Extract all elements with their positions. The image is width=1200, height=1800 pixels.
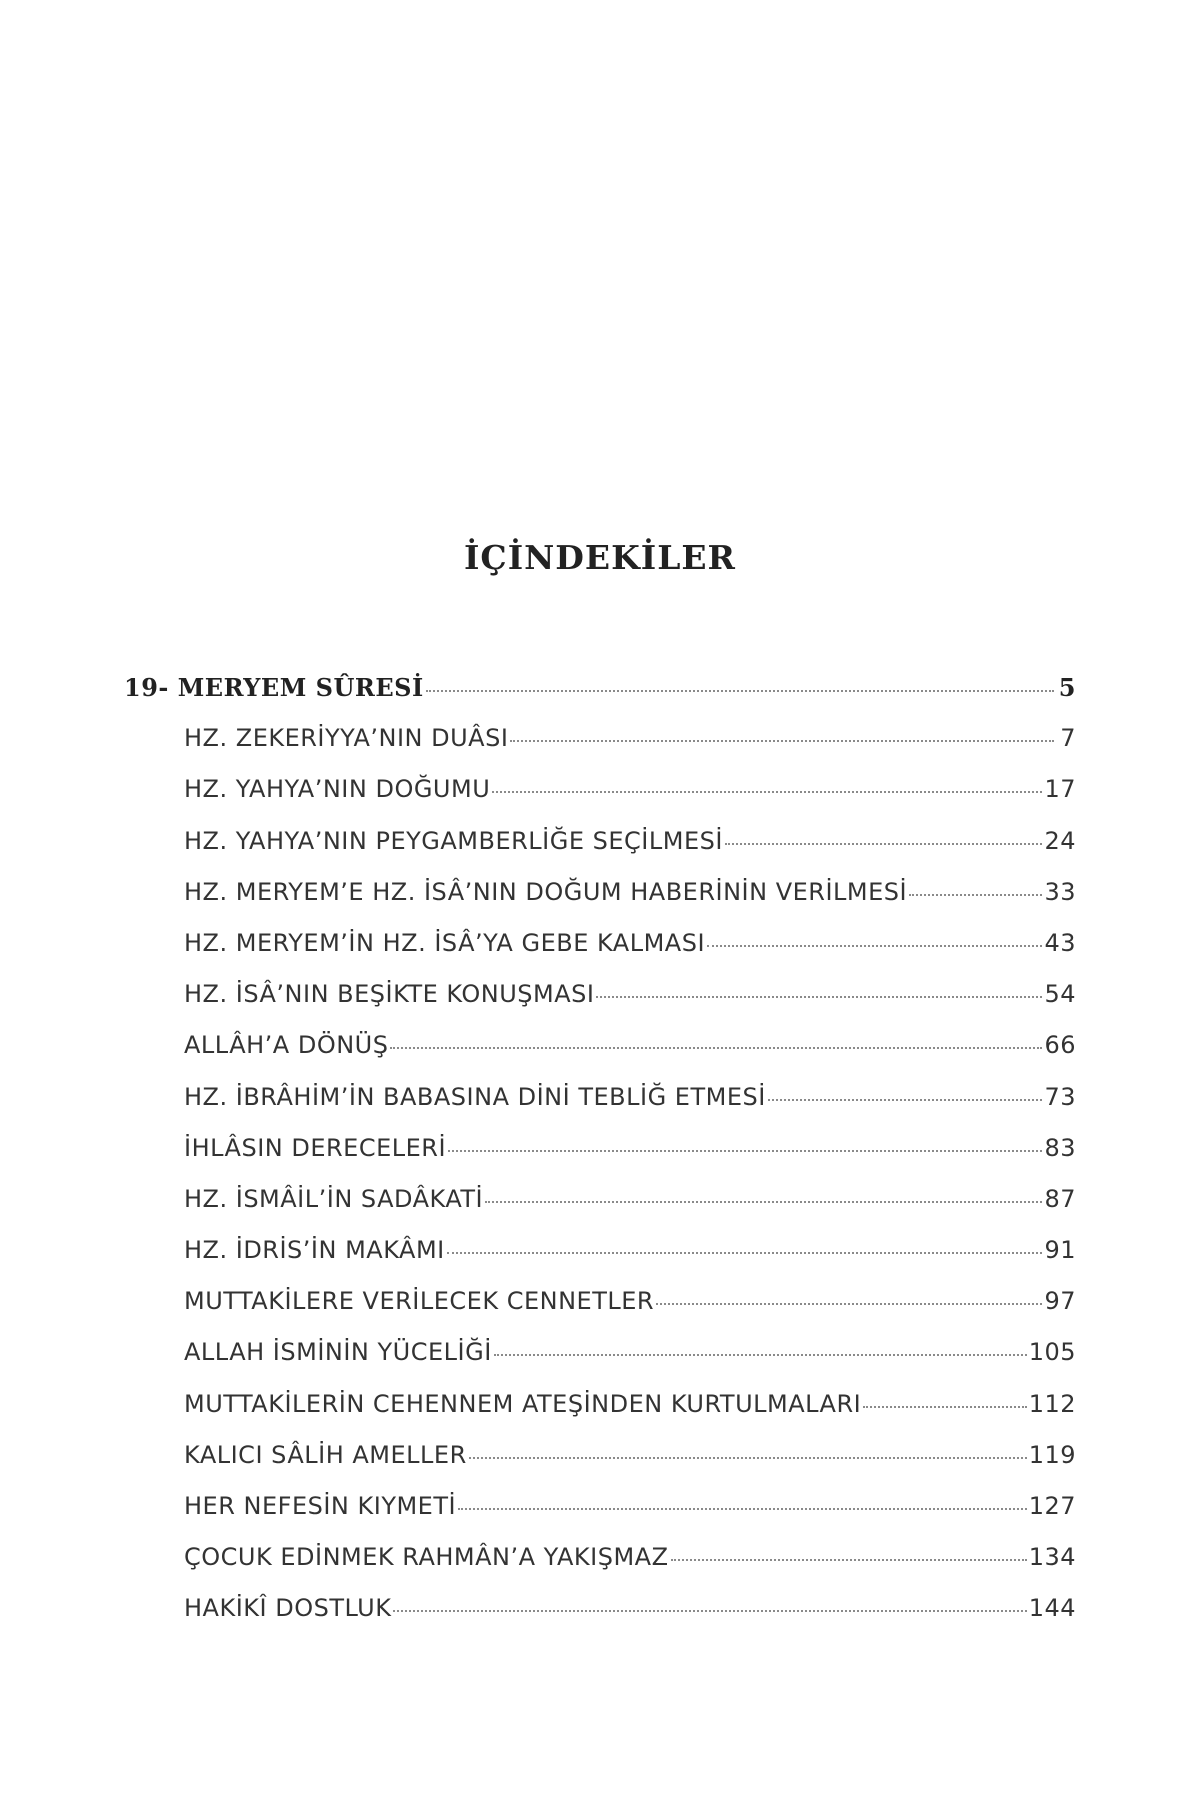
table-of-contents	[124, 673, 1076, 1646]
toc-entry-page: 43	[1044, 928, 1076, 957]
toc-entry-page: 54	[1044, 980, 1076, 1009]
dot-leader	[671, 1559, 1027, 1561]
toc-entry	[124, 1390, 1076, 1441]
toc-entry-title: 19- MERYEM SÛRESİ	[124, 673, 424, 702]
toc-entry-title: HZ. İSMÂİL’İN SADÂKATİ	[184, 1184, 484, 1213]
toc-entry	[124, 1083, 1076, 1134]
dot-leader	[909, 894, 1042, 896]
toc-entry-page: 91	[1044, 1236, 1076, 1265]
toc-entry-page: 5	[1058, 673, 1076, 702]
dot-leader	[458, 1508, 1027, 1510]
toc-entry	[124, 1543, 1076, 1594]
toc-entry-title: HZ. YAHYA’NIN DOĞUMU	[184, 775, 491, 804]
toc-entry-title: HZ. İSÂ’NIN BEŞİKTE KONUŞMASI	[184, 980, 595, 1009]
toc-entry	[124, 1441, 1076, 1492]
dot-leader	[469, 1457, 1027, 1459]
dot-leader	[492, 791, 1042, 793]
toc-entry	[124, 1185, 1076, 1236]
toc-entry	[124, 1287, 1076, 1338]
page-title: İÇİNDEKİLER	[464, 538, 736, 577]
toc-entry	[124, 878, 1076, 929]
toc-entry-title: HZ. İDRİS’İN MAKÂMI	[184, 1236, 445, 1265]
toc-entry-title: HZ. MERYEM’E HZ. İSÂ’NIN DOĞUM HABERİNİN VERİLMESİ	[184, 877, 908, 906]
toc-entry-page: 144	[1028, 1594, 1076, 1623]
toc-entry-title: HZ. İBRÂHİM’İN BABASINA DİNİ TEBLİĞ ETMESİ	[184, 1082, 766, 1111]
toc-entry	[124, 1594, 1076, 1645]
toc-entry-page: 24	[1044, 826, 1076, 855]
toc-entry-title: KALICI SÂLİH AMELLER	[184, 1440, 467, 1469]
dot-leader	[393, 1610, 1026, 1612]
toc-entry	[124, 1492, 1076, 1543]
toc-entry-title: HAKİKÎ DOSTLUK	[184, 1594, 392, 1623]
toc-entry-title: ÇOCUK EDİNMEK RAHMÂN’A YAKIŞMAZ	[184, 1543, 669, 1572]
dot-leader	[510, 740, 1054, 742]
toc-entry-page: 17	[1044, 775, 1076, 804]
toc-entry-title: ALLÂH’A DÖNÜŞ	[184, 1031, 389, 1060]
toc-entry	[124, 1236, 1076, 1287]
toc-entry-page: 112	[1028, 1389, 1076, 1418]
toc-entry	[124, 724, 1076, 775]
dot-leader	[447, 1252, 1043, 1254]
toc-entry-page: 73	[1044, 1082, 1076, 1111]
toc-entry	[124, 980, 1076, 1031]
toc-entry-page: 33	[1044, 877, 1076, 906]
dot-leader	[494, 1354, 1027, 1356]
toc-entry	[124, 929, 1076, 980]
dot-leader	[725, 843, 1043, 845]
dot-leader	[426, 690, 1054, 692]
toc-entry-page: 83	[1044, 1133, 1076, 1162]
dot-leader	[390, 1047, 1042, 1049]
toc-entry-title: MUTTAKİLERE VERİLECEK CENNETLER	[184, 1287, 655, 1316]
toc-entry	[124, 827, 1076, 878]
toc-entry	[124, 1031, 1076, 1082]
toc-entry-page: 87	[1044, 1184, 1076, 1213]
dot-leader	[485, 1201, 1042, 1203]
toc-entry-title: HZ. MERYEM’İN HZ. İSÂ’YA GEBE KALMASI	[184, 928, 706, 957]
dot-leader	[656, 1303, 1042, 1305]
toc-entry	[124, 775, 1076, 826]
toc-entry	[124, 673, 1076, 724]
toc-entry	[124, 1134, 1076, 1185]
toc-entry-title: HER NEFESİN KIYMETİ	[184, 1492, 457, 1520]
toc-entry-title: İHLÂSIN DERECELERİ	[184, 1133, 447, 1162]
dot-leader	[863, 1406, 1026, 1408]
toc-entry-title: HZ. ZEKERİYYA’NIN DUÂSI	[184, 724, 509, 753]
toc-entry-page: 119	[1028, 1440, 1076, 1469]
dot-leader	[707, 945, 1042, 947]
toc-entry-page: 134	[1028, 1543, 1076, 1572]
toc-entry	[124, 1338, 1076, 1389]
toc-entry-page: 7	[1060, 724, 1076, 753]
dot-leader	[596, 996, 1042, 998]
dot-leader	[768, 1099, 1043, 1101]
toc-entry-page: 97	[1044, 1287, 1076, 1316]
toc-entry-title: MUTTAKİLERİN CEHENNEM ATEŞİNDEN KURTULMALARI	[184, 1389, 862, 1418]
toc-entry-page: 127	[1028, 1492, 1076, 1520]
toc-entry-title: HZ. YAHYA’NIN PEYGAMBERLİĞE SEÇİLMESİ	[184, 826, 723, 855]
toc-entry-title: ALLAH İSMİNİN YÜCELİĞİ	[184, 1338, 492, 1367]
dot-leader	[448, 1150, 1042, 1152]
toc-entry-page: 105	[1028, 1338, 1076, 1367]
toc-entry-page: 66	[1044, 1031, 1076, 1060]
